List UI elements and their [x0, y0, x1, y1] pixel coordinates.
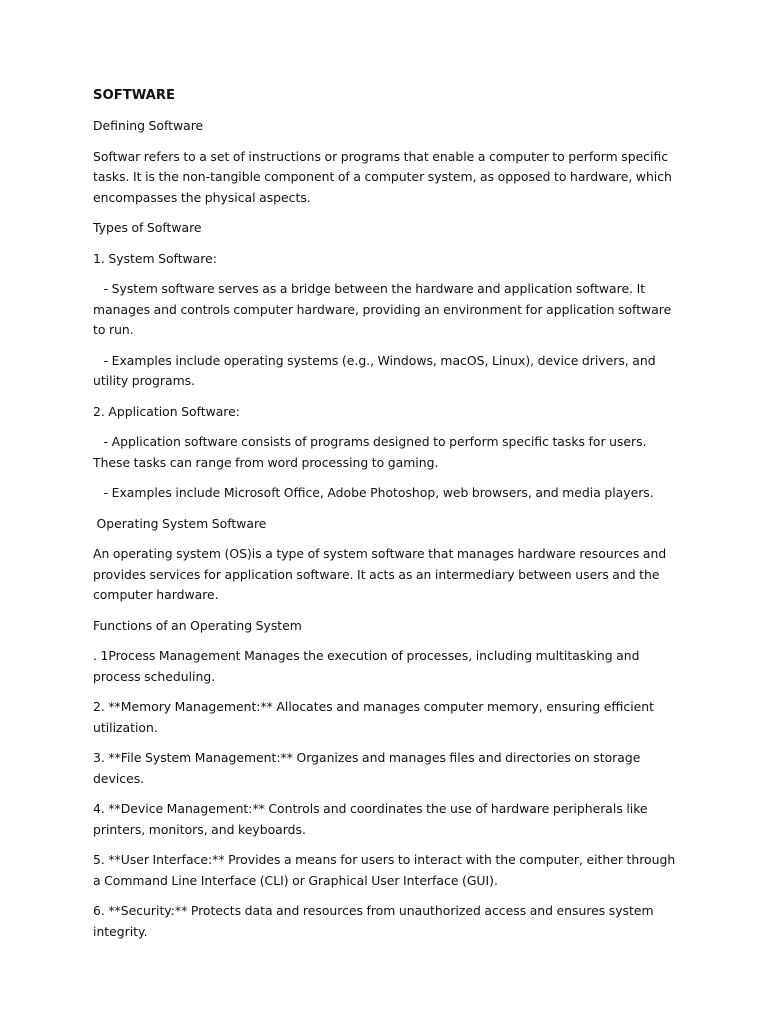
list-item-application-software: 2. Application Software:: [93, 403, 240, 419]
list-item-process-management: . 1Process Management Manages the execution of processes, including multitasking and process scheduling.: [93, 648, 643, 684]
document-title: SOFTWARE: [93, 88, 176, 103]
document-page: [93, 86, 678, 952]
list-item-memory-management: 2. **Memory Management:** Allocates and manages computer memory, ensuring efficient utilization.: [93, 699, 658, 735]
heading-operating-system-software: Operating System Software: [93, 515, 267, 531]
heading-functions-of-os: Functions of an Operating System: [93, 617, 302, 633]
list-item-user-interface: 5. **User Interface:** Provides a means for users to interact with the computer, either through a Command Line Interface (CLI) or Graphical User Interface (GUI).: [93, 852, 679, 888]
list-item-security: 6. **Security:** Protects data and resources from unauthorized access and ensures system integrity.: [93, 903, 658, 939]
paragraph-system-software-description: - System software serves as a bridge between the hardware and application software. It manages and controls computer hardware, providing an environment for application software to run.: [93, 281, 675, 337]
paragraph-application-software-examples: - Examples include Microsoft Office, Adobe Photoshop, web browsers, and media players.: [93, 485, 654, 500]
list-item-file-system-management: 3. **File System Management:** Organizes and manages files and directories on storage devices.: [93, 750, 644, 786]
paragraph-system-software-examples: - Examples include operating systems (e.g., Windows, macOS, Linux), device drivers, and utility programs.: [93, 352, 660, 388]
heading-types-of-software: Types of Software: [93, 220, 202, 235]
heading-defining-software: Defining Software: [93, 118, 204, 133]
list-item-device-management: 4. **Device Management:** Controls and coordinates the use of hardware peripherals like printers, monitors, and keyboards.: [93, 801, 652, 837]
list-item-system-software: 1. System Software:: [93, 250, 217, 266]
paragraph-software-definition: Softwar refers to a set of instructions or programs that enable a computer to perform specific tasks. It is the non-tangible component of a computer system, as opposed to hardware, which encompasses the physical aspects.: [93, 148, 676, 205]
paragraph-application-software-description: - Application software consists of programs designed to perform specific tasks for users. These tasks can range from word processing to gaming.: [93, 434, 651, 470]
paragraph-os-definition: An operating system (OS)is a type of system software that manages hardware resources and provides services for application software. It acts as an intermediary between users and the computer hardware.: [93, 546, 670, 602]
